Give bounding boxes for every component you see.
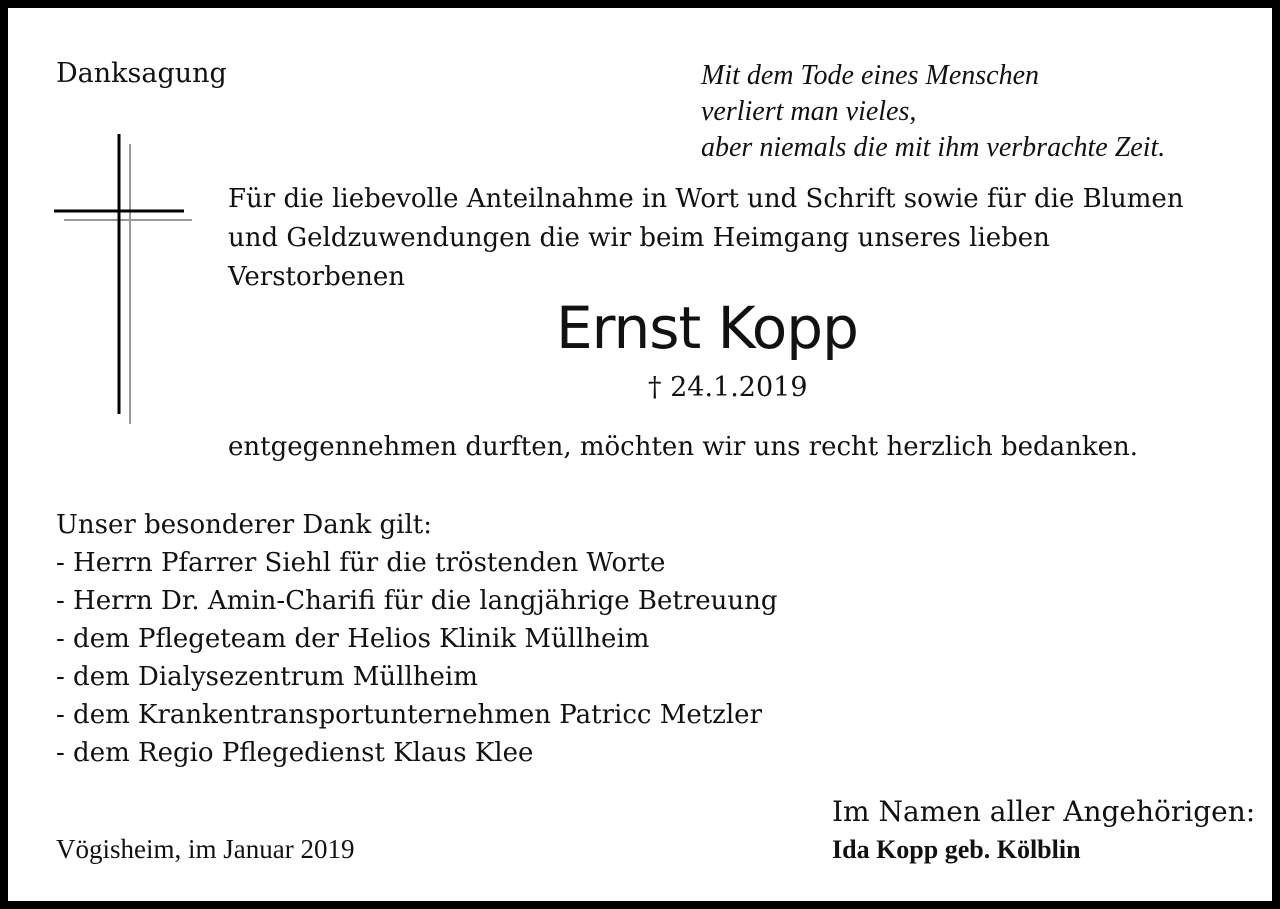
quote [701, 58, 1165, 166]
list-item: - dem Regio Pflegedienst Klaus Klee [56, 738, 534, 768]
list-item: - dem Pflegeteam der Helios Klinik Müllheim [56, 624, 650, 654]
list-item: - dem Krankentransportunternehmen Patricc Metzler [56, 700, 762, 730]
thanks-title: Unser besonderer Dank gilt: [56, 510, 432, 540]
quote-line: aber niemals die mit ihm verbrachte Zeit. [701, 132, 1166, 163]
thanks-list [56, 506, 778, 772]
intro-line: Für die liebevolle Anteilnahme in Wort und Schrift sowie für die Blumen [228, 184, 1184, 214]
heading: Danksagung [56, 58, 227, 89]
list-item: - Herrn Dr. Amin-Charifi für die langjährige Betreuung [56, 586, 778, 616]
intro-line: Verstorbenen [228, 262, 405, 292]
death-date: † 24.1.2019 [648, 372, 808, 403]
quote-line: Mit dem Tode eines Menschen [701, 60, 1039, 91]
intro-text [228, 180, 1184, 297]
signature-name: Ida Kopp geb. Kölblin [832, 835, 1081, 864]
signature-intro: Im Namen aller Angehörigen: [832, 795, 1256, 828]
cross-icon [54, 134, 194, 426]
closing-text: entgegennehmen durften, möchten wir uns recht herzlich bedanken. [228, 432, 1139, 462]
quote-line: verliert man vieles, [701, 96, 917, 127]
list-item: - Herrn Pfarrer Siehl für die tröstenden Worte [56, 548, 666, 578]
list-item: - dem Dialysezentrum Müllheim [56, 662, 478, 692]
place-date: Vögisheim, im Januar 2019 [56, 834, 355, 864]
deceased-name: Ernst Kopp [556, 294, 858, 362]
intro-line: und Geldzuwendungen die wir beim Heimgang unseres lieben [228, 223, 1050, 253]
